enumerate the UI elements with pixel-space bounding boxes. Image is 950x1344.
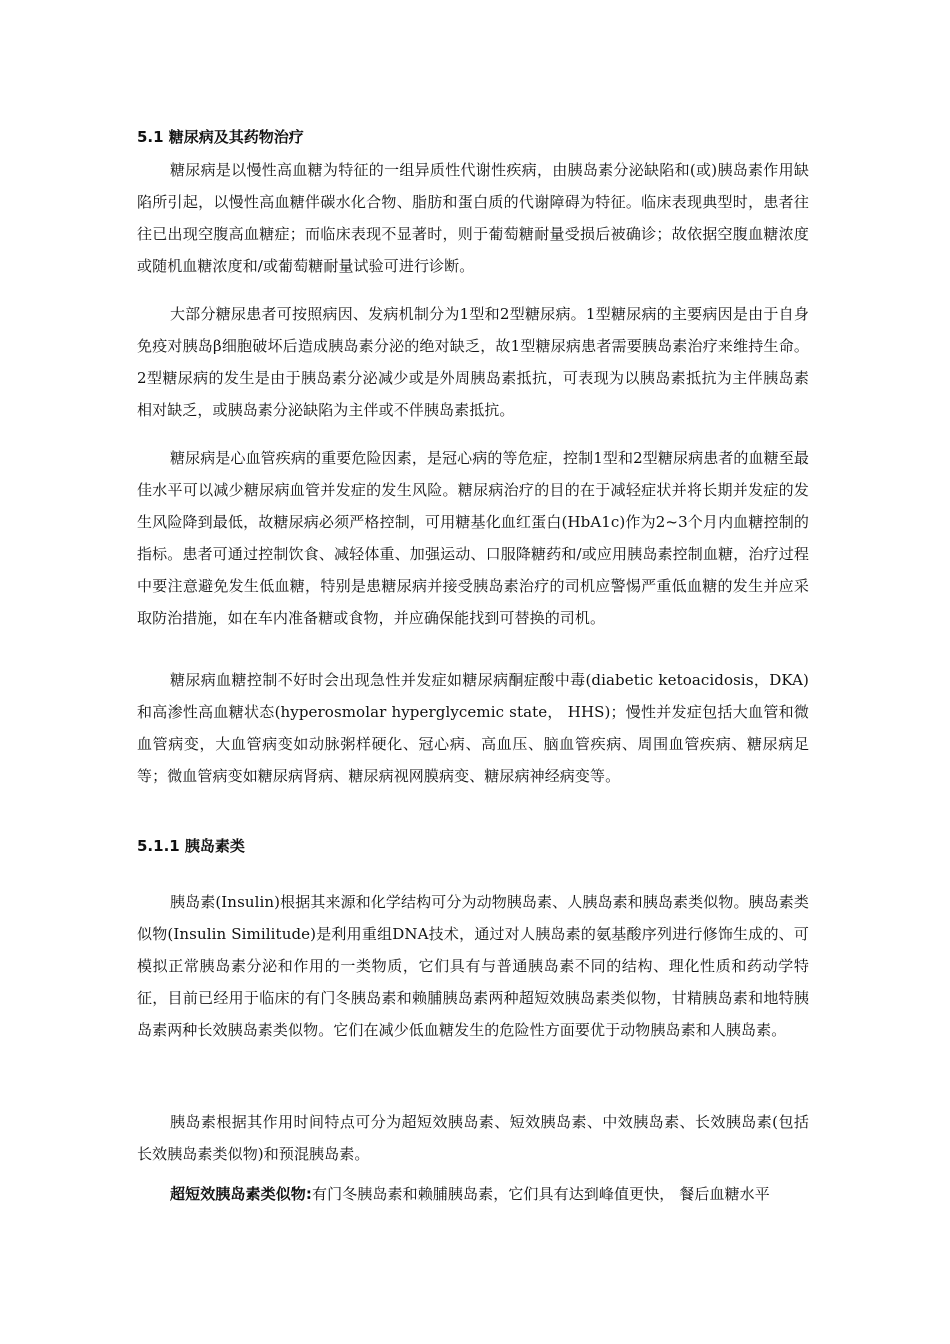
section-heading: 5.1 糖尿病及其药物治疗 — [137, 128, 304, 146]
ultra-short-insulin-label: 超短效胰岛素类似物: — [170, 1185, 312, 1203]
paragraph-diabetes-complications: 糖尿病血糖控制不好时会出现急性并发症如糖尿病酮症酸中毒(diabetic ketoacidosis，DKA)和高渗性高血糖状态(hyperosmolar hyperglycemic state， HHS)；慢性并发症包括大血管和微血管病变，大血管病变如动脉粥样硬化、冠心病、高血压、脑血管疾病、周围血管疾病、糖尿病足等；微血管病变如糖尿病肾病、糖尿病视网膜病变、糖尿病神经病变等。 — [137, 671, 809, 785]
ultra-short-insulin-text: 有门冬胰岛素和赖脯胰岛素，它们具有达到峰值更快， 餐后血糖水平 — [312, 1185, 770, 1203]
subsection-heading: 5.1.1 胰岛素类 — [137, 837, 245, 855]
paragraph-diabetes-treatment: 糖尿病是心血管疾病的重要危险因素，是冠心病的等危症，控制1型和2型糖尿病患者的血糖至最佳水平可以减少糖尿病血管并发症的发生风险。糖尿病治疗的目的在于减轻症状并将长期并发症的发生风险降到最低，故糖尿病必须严格控制，可用糖基化血红蛋白(HbA1c)作为2~3个月内血糖控制的指标。患者可通过控制饮食、减轻体重、加强运动、口服降糖药和/或应用胰岛素控制血糖，治疗过程中要注意避免发生低血糖，特别是患糖尿病并接受胰岛素治疗的司机应警惕严重低血糖的发生并应采取防治措施，如在车内准备糖或食物，并应确保能找到可替换的司机。 — [137, 449, 809, 627]
paragraph-insulin-duration: 胰岛素根据其作用时间特点可分为超短效胰岛素、短效胰岛素、中效胰岛素、长效胰岛素(包括长效胰岛素类似物)和预混胰岛素。 — [137, 1113, 809, 1163]
paragraph-ultra-short-insulin — [137, 1178, 809, 1210]
paragraph-insulin-classification: 胰岛素(Insulin)根据其来源和化学结构可分为动物胰岛素、人胰岛素和胰岛素类似物。胰岛素类似物(Insulin Similitude)是利用重组DNA技术，通过对人胰岛素的氨基酸序列进行修饰生成的、可模拟正常胰岛素分泌和作用的一类物质，它们具有与普通胰岛素不同的结构、理化性质和药动学特征，目前已经用于临床的有门冬胰岛素和赖脯胰岛素两种超短效胰岛素类似物，甘精胰岛素和地特胰岛素两种长效胰岛素类似物。它们在减少低血糖发生的危险性方面要优于动物胰岛素和人胰岛素。 — [137, 893, 809, 1039]
paragraph-diabetes-definition: 糖尿病是以慢性高血糖为特征的一组异质性代谢性疾病，由胰岛素分泌缺陷和(或)胰岛素作用缺陷所引起，以慢性高血糖伴碳水化合物、脂肪和蛋白质的代谢障碍为特征。临床表现典型时，患者往往已出现空腹高血糖症；而临床表现不显著时，则于葡萄糖耐量受损后被确诊；故依据空腹血糖浓度或随机血糖浓度和/或葡萄糖耐量试验可进行诊断。 — [137, 161, 809, 275]
paragraph-diabetes-types: 大部分糖尿患者可按照病因、发病机制分为1型和2型糖尿病。1型糖尿病的主要病因是由于自身免疫对胰岛β细胞破坏后造成胰岛素分泌的绝对缺乏，故1型糖尿病患者需要胰岛素治疗来维持生命。2型糖尿病的发生是由于胰岛素分泌减少或是外周胰岛素抵抗，可表现为以胰岛素抵抗为主伴胰岛素相对缺乏，或胰岛素分泌缺陷为主伴或不伴胰岛素抵抗。 — [137, 305, 809, 419]
